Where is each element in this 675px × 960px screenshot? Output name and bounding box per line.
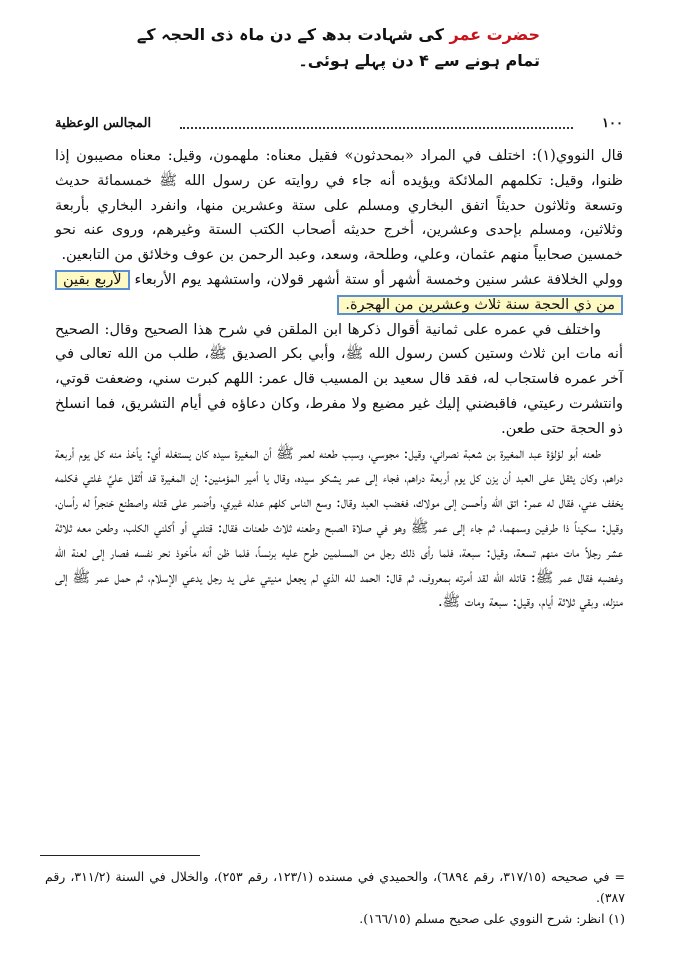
caption-text: کی شہادت بدھ کے دن ماہ ذی الحجہ کے تمام ہونے سے ۴ دن پہلے ہوئی۔ [136,25,540,70]
running-head [55,116,623,136]
paragraph-stabbing: طعنه أبو لؤلؤة عبد المغيرة بن شعبة نصراني، وقيل: مجوسي، وسبب طعنه لعمر ﷺ أن المغيرة سيده كان يستغله أي: يأخذ منه كل يوم أربعة دراهم، وكان يثقل على العبد أن يزن كل يوم أربعة دراهم، فجاء إلى عمر يشكو سيده، وقال يا أمير المؤمنين: إن المغيرة قد أثقل عليَّ غلتي فكلمه يخفف عني، فقال له عمر: اتق الله وأحسن إلى مولاك، فغضب العبد وقال: وسع الناس كلهم عدله غيري، وأضمر على قتله واصطنع خنجراً له رأسان، وقيل: سكيناً ذا طرفين وسمهما، ثم جاء إلى عمر ﷺ وهو في صلاة الصبح وطعنه ثلاث طعنات فقال: قتلني أو أكلني الكلب، وطعن معه ثلاثة عشر رجلاً مات منهم تسعة، وقيل: سبعة، فلما رأى ذلك رجل من المسلمين طرح عليه برنساً، فلما ظن أنه مأخوذ نحر نفسه فصار إلى لعنة الله وغضبه فقال عمر ﷺ: قاتله الله لقد أمرته بمعروف، ثم قال: الحمد لله الذي لم يجعل منيتي على يد رجل يدعي الإسلام، ثم حمل عمر ﷺ إلى منزله، وبقي ثلاثة أيام، وقيل: سبعة ومات ﷺ. [55,445,623,611]
caption-name: حضرت عمر [449,25,540,44]
main-text [55,144,623,615]
footnotes [45,866,625,929]
page-number: ١٠٠ [602,116,623,131]
paragraph-caliphate [55,268,623,318]
footnote-1: (١) انظر: شرح النووي على صحيح مسلم (١٦٦/١٥). [359,911,625,926]
header-dotted-rule [180,127,573,129]
paragraph-age: واختلف في عمره على ثمانية أقوال ذكرها ابن الملقن في شرح هذا الصحيح وقال: الصحيح أنه مات ابن ثلاث وستين كسن رسول الله ﷺ، وأبي بكر الصديق ﷺ، طلب من الله تعالى في آخر عمره فاستجاب له، فقد قال سعيد بن المسيب قال عمر: اللهم كبرت سني، وضعفت قوتي، وانتشرت رعيتي، فاقبضني إليك غير مضيع ولا مفرط، وكان دعاؤه في أيام التشريق، فما انسلخ ذو الحجة حتى طعن. [55,321,623,437]
urdu-caption [100,22,540,74]
caliphate-text: وولي الخلافة عشر سنين وخمسة أشهر أو ستة أشهر قولان، واستشهد يوم الأربعاء [134,271,623,288]
footnote-continued: = في صحيحه (٣١٧/١٥، رقم ٦٨٩٤)، والحميدي في مسنده (١٢٣/١، رقم ٢٥٣)، والخلال في السنة (٣١١/٢، رقم ٣٨٧). [45,869,625,905]
highlighted-date: لأربع بقين من ذي الحجة سنة ثلاث وعشرين من الهجرة. [55,270,623,315]
paragraph-nawawi: قال النووي(١): اختلف في المراد «بمحدثون» فقيل معناه: ملهمون، وقيل: معناه مصيبون إذا ظنوا، وقيل: تكلمهم الملائكة ويؤيده أنه جاء في روايته عن رسول الله ﷺ خمسمائة حديث وتسعة وثلاثون حديثاً اتفق البخاري ومسلم على ستة وعشرين منها، وانفرد البخاري بأربعة وثلاثين، ومسلم بإحدى وعشرين، أخرج حديثه أصحاب الكتب الستة وغيرهم، وروى عنه نحو خمسين صحابياً منهم عثمان، وعلي، وطلحة، وسعد، وعبد الرحمن بن عوف وخلائق من التابعين. [55,148,623,264]
book-title: المجالس الوعظية [55,116,152,131]
footnote-divider [40,855,200,856]
